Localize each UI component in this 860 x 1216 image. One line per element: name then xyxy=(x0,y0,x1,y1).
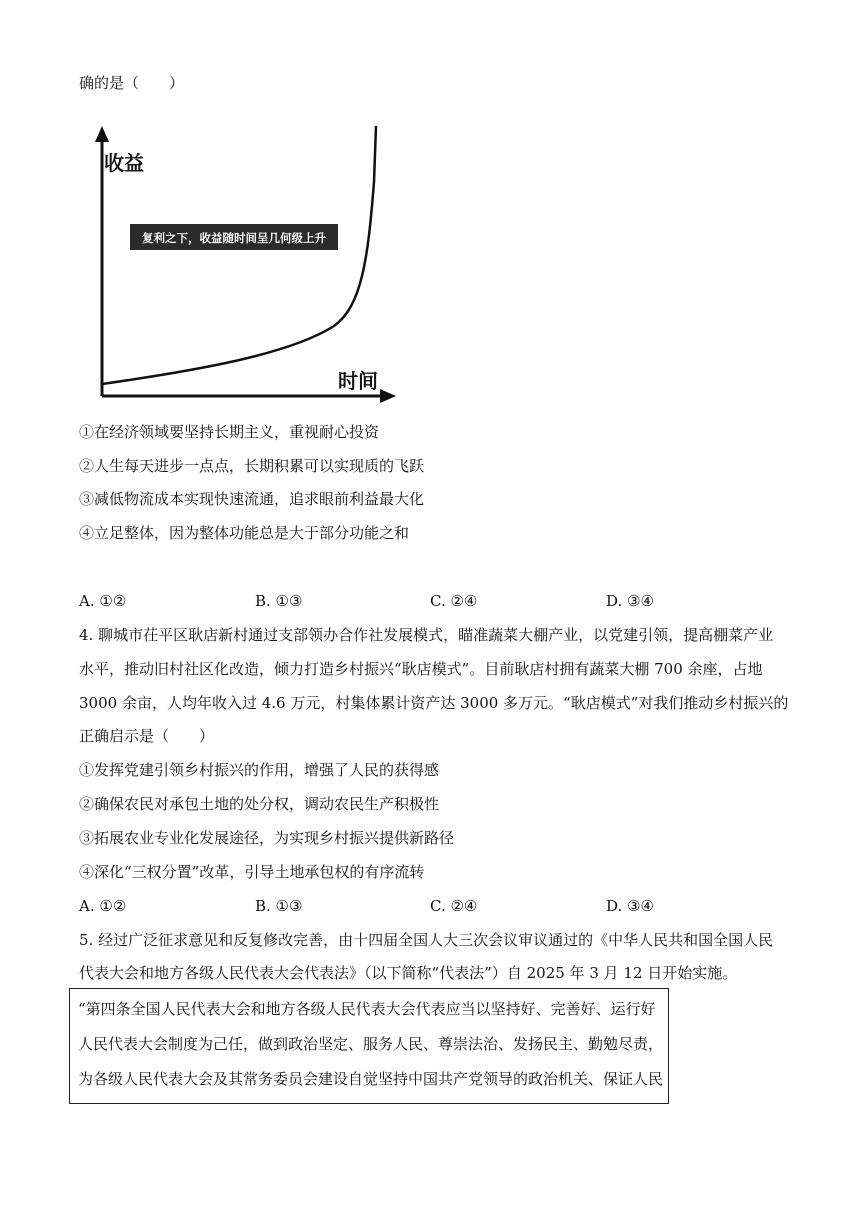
q5-stem-line-1: 5. 经过广泛征求意见和反复修改完善，由十四届全国人大三次会议审议通过的《中华人民共和国全国人民 xyxy=(79,931,774,949)
q5-quote-box xyxy=(69,988,669,1104)
q3-option-b[interactable]: B. ①③ xyxy=(255,592,303,610)
q4-option-a[interactable]: A. ①② xyxy=(79,897,127,915)
q4-option-d[interactable]: D. ③④ xyxy=(606,897,654,915)
q3-option-d[interactable]: D. ③④ xyxy=(606,592,654,610)
y-axis-label: 收益 xyxy=(104,151,144,175)
q4-stem-line-4: 正确启示是（ ） xyxy=(79,727,215,745)
q5-stem-line-2: 代表大会和地方各级人民代表大会代表法》（以下简称“代表法”）自 2025 年 3 月 12 日开始实施。 xyxy=(79,964,738,982)
q4-option-b[interactable]: B. ①③ xyxy=(255,897,303,915)
q3-stem-tail: 确的是（ ） xyxy=(79,74,185,92)
q4-statement-3: ③拓展农业专业化发展途径，为实现乡村振兴提供新路径 xyxy=(79,829,455,847)
q3-option-a[interactable]: A. ①② xyxy=(79,592,127,610)
q5-quote-line-2: 人民代表大会制度为己任，做到政治坚定、服务人民、尊崇法治、发扬民主、勤勉尽责， xyxy=(78,1035,664,1053)
q3-statement-3: ③减低物流成本实现快速流通，追求眼前利益最大化 xyxy=(79,490,425,508)
q4-stem-line-2: 水平，推动旧村社区化改造，倾力打造乡村振兴“耿店模式”。目前耿店村拥有蔬菜大棚 700 余座，占地 xyxy=(79,660,763,678)
x-axis-label: 时间 xyxy=(338,369,378,393)
q3-option-c[interactable]: C. ②④ xyxy=(430,592,478,610)
q3-statement-2: ②人生每天进步一点点，长期积累可以实现质的飞跃 xyxy=(79,457,425,475)
q4-statement-1: ①发挥党建引领乡村振兴的作用，增强了人民的获得感 xyxy=(79,761,440,779)
compound-interest-chart xyxy=(90,118,410,410)
q4-stem-line-1: 4. 聊城市茌平区耿店新村通过支部领办合作社发展模式，瞄准蔬菜大棚产业，以党建引领，提高棚菜产业 xyxy=(79,626,774,644)
annotation-text: 复利之下，收益随时间呈几何级上升 xyxy=(142,231,326,245)
q4-option-c[interactable]: C. ②④ xyxy=(430,897,478,915)
q4-stem-line-3: 3000 余亩，人均年收入过 4.6 万元，村集体累计资产达 3000 多万元。“耿店模式”对我们推动乡村振兴的 xyxy=(79,694,789,712)
q3-statement-4: ④立足整体，因为整体功能总是大于部分功能之和 xyxy=(79,524,410,542)
q4-statement-2: ②确保农民对承包土地的处分权，调动农民生产积极性 xyxy=(79,795,440,813)
q3-statement-1: ①在经济领域要坚持长期主义，重视耐心投资 xyxy=(79,423,380,441)
q5-quote-line-3: 为各级人民代表大会及其常务委员会建设自觉坚持中国共产党领导的政治机关、保证人民 xyxy=(78,1070,664,1088)
q4-statement-4: ④深化“三权分置”改革，引导土地承包权的有序流转 xyxy=(79,863,425,881)
q5-quote-line-1: “第四条全国人民代表大会和地方各级人民代表大会代表应当以坚持好、完善好、运行好 xyxy=(78,1000,656,1018)
